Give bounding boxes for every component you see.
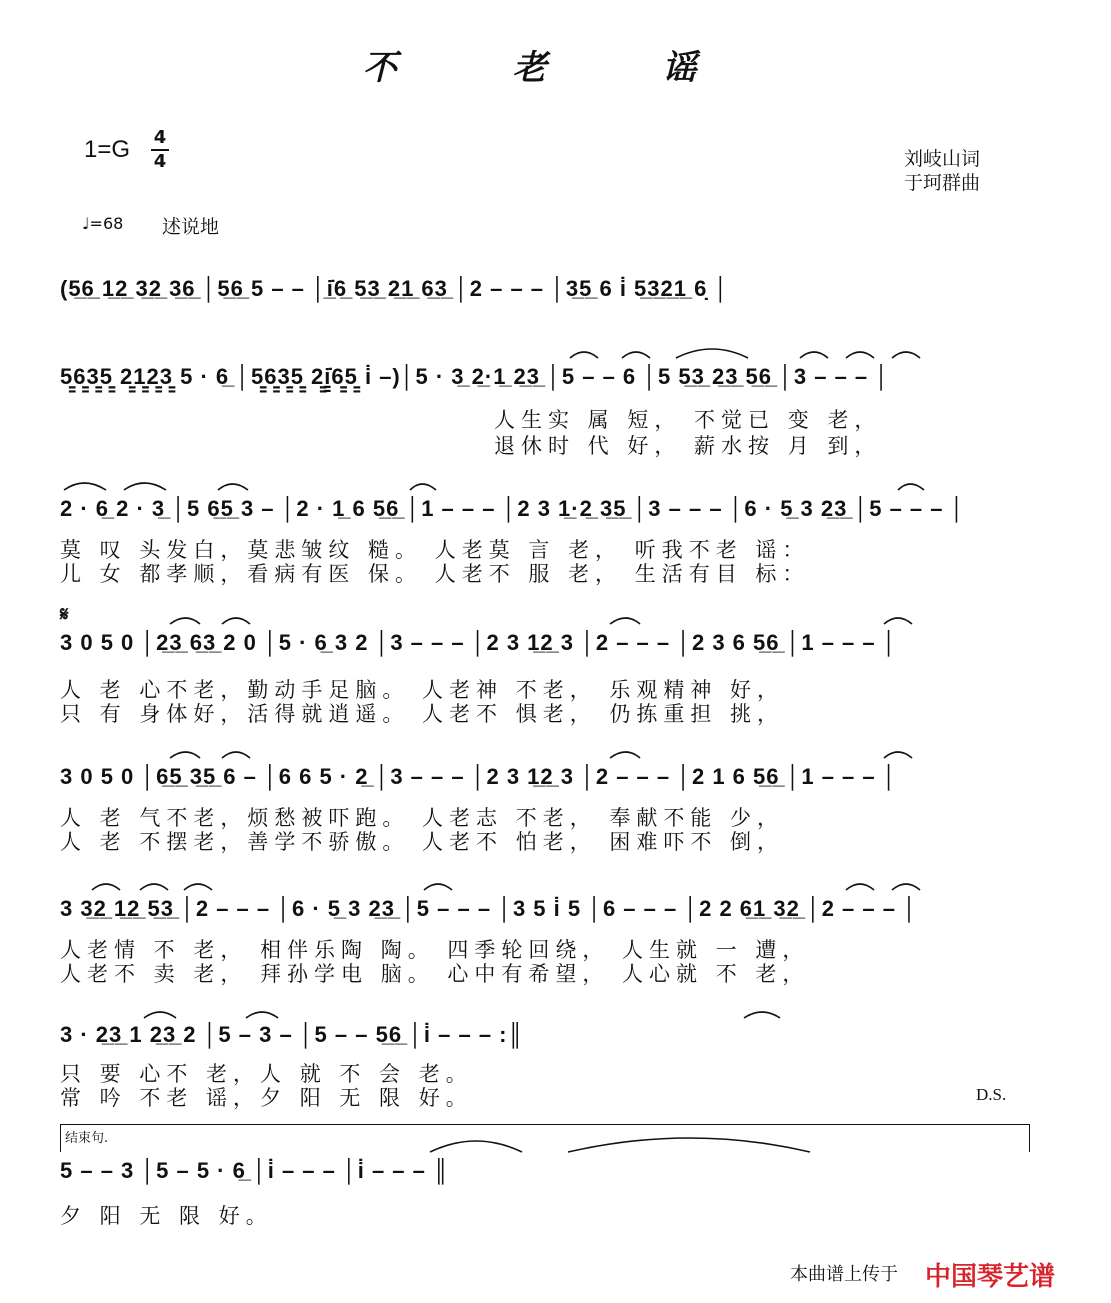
slur-arc [410,484,436,490]
slur-arc [884,618,912,624]
music-row-4: 3 0 5 0 │2̲3̲ 6̲3̲ 2 0 │5 · 6̲ 3 2 │3 – – – │2 3 1̲2̲ 3 │2 – – – │2 3 6 5̲6̲ │1 – – – │ [60,630,898,655]
lyric-verse1-row5: 人 老 气不老，烦愁被吓跑。 人老志 不老， 奉献不能 少， [60,806,785,830]
slur-arc [222,752,250,758]
site-logo[interactable] [925,1256,1055,1293]
slur-arc [430,1141,522,1152]
slur-arc [892,884,920,890]
slur-arc [170,618,200,624]
lyric-verse2-row4: 只 有 身体好，活得就逍遥。 人老不 惧老， 仍拣重担 挑， [60,702,785,726]
tempo-marking: ♩=68 [82,214,124,233]
slur-arc [140,884,168,890]
music-row-5: 3 0 5 0 │6̲5̲ 3̲5̲ 6 – │6 6 5 · 2̲ │3 – – – │2 3 1̲2̲ 3 │2 – – – │2 1 6 5̲6̲ │1 – – – │ [60,764,898,789]
lyric-verse1-row3: 莫 叹 头发白，莫悲皱纹 糙。 人老莫 言 老， 听我不老 谣： [60,538,810,562]
slur-arc [884,752,912,758]
slur-arc [622,352,650,358]
site-logo-text: 中国琴艺谱 [925,1262,1056,1292]
lyric-verse1-row2: 人生实 属 短， 不觉已 变 老， [494,408,882,432]
slur-arc [222,618,250,624]
slur-arc [424,884,452,890]
lyric-verse2-row7: 常 吟 不老 谣，夕 阳 无 限 好。 [60,1086,473,1110]
ending-label: 结束句. [65,1131,109,1146]
dal-segno-mark: D.S. [976,1085,1007,1104]
slur-arc [892,352,920,358]
lyric-verse2-row3: 儿 女 都孝顺，看病有医 保。 人老不 服 老， 生活有目 标： [60,562,810,586]
music-row-3: 2 · 6̲ 2 · 3̲ │5 6̲5̲ 3 – │2 · 1̲ 6 5̲6̲ │1 – – – │2 3 1̲·2̲ 3̲5̲ │3 – – – │6 · 5̲ 3 2̲3̲ │5 – – – │ [60,496,966,521]
time-denominator: 4 [153,151,167,172]
slur-arc [570,352,598,358]
slur-arc [800,352,828,358]
lyric-verse1-row4: 人 老 心不老，勤动手足脑。 人老神 不老， 乐观精神 好， [60,678,785,702]
lyric-verse2-row6: 人老不 卖 老， 拜孙学电 脑。 心中有希望， 人心就 不 老， [60,962,810,986]
slur-arc [144,1012,176,1018]
slur-arc [92,884,120,890]
slur-arc [184,884,212,890]
footer-upload-text: 本曲谱上传于 [790,1264,898,1285]
key-signature: 1=G [84,136,131,163]
lyric-verse2-row2: 退休时 代 好， 薪水按 月 到， [494,434,882,458]
page-title: 不 老 谣 [362,48,749,88]
lyric-verse1-row6: 人老情 不 老， 相伴乐陶 陶。 四季轮回绕， 人生就 一 遭， [60,938,810,962]
slur-arc [246,1012,278,1018]
slur-arc [64,483,106,490]
slur-arc [218,484,248,490]
lyricist-credit: 刘岐山词 [904,148,981,170]
expression-marking: 述说地 [162,216,220,238]
lyric-verse2-row5: 人 老 不摆老，善学不骄傲。 人老不 怕老， 困难吓不 倒， [60,830,785,854]
slur-arc [846,352,874,358]
music-row-6: 3 3̲2̲ 1̲2̲ 5̲3̲ │2 – – – │6 · 5̲ 3 2̲3̲ │5 – – – │3 5 i̇ 5 │6 – – – │2 2 6̲1̲ 3̲2̲ │2 – – – │ [60,896,918,921]
slur-arc [744,1012,780,1018]
slur-arc [568,1138,810,1152]
music-row-7: 3 · 2̲3̲ 1 2̲3̲ 2 │5 – 3 – │5 – – 5̲6̲ │i̇ – – – :║ [60,1022,525,1047]
slur-arc [124,483,166,490]
slur-arc [898,484,924,490]
lyric-verse1-row7: 只 要 心不 老，人 就 不 会 老。 [60,1062,473,1086]
music-row-8: 5 – – 3 │5 – 5 · 6̲ │i̇ – – – │i̇ – – – ║ [60,1158,450,1183]
lyric-ending-row: 夕 阳 无 限 好。 [60,1204,273,1228]
segno-sign: 𝄋 [60,602,69,626]
slur-arc [170,752,200,758]
slur-arc [610,618,640,624]
composer-credit: 于珂群曲 [904,172,981,194]
slur-arc [676,349,748,358]
music-row-2: 5̳6̳3̳5̳ 2̳1̳2̳3̳ 5 · 6̲ │5̳6̳3̳5̳ 2̳i̳̇6̳5̳ i̇ –)│5 · 3̲ 2̲·1̲ 2̲3̲ │5 – – 6 │5 5̲3̲ 2̲3̲ 5̲6̲ │3 – – – │ [60,364,891,389]
slur-arc [610,752,640,758]
time-numerator: 4 [153,127,167,148]
slur-arc [846,884,874,890]
music-row-1: (5̲6̲ 1̲2̲ 3̲2̲ 3̲6̲ │5̲6̲ 5 – – │i̲̇6̲ 5̲3̲ 2̲1̲ 6̲3̲ │2 – – – │3̲5̲ 6 i̇ 5̲3̲2̲1̲ 6̣ │ [60,276,730,301]
